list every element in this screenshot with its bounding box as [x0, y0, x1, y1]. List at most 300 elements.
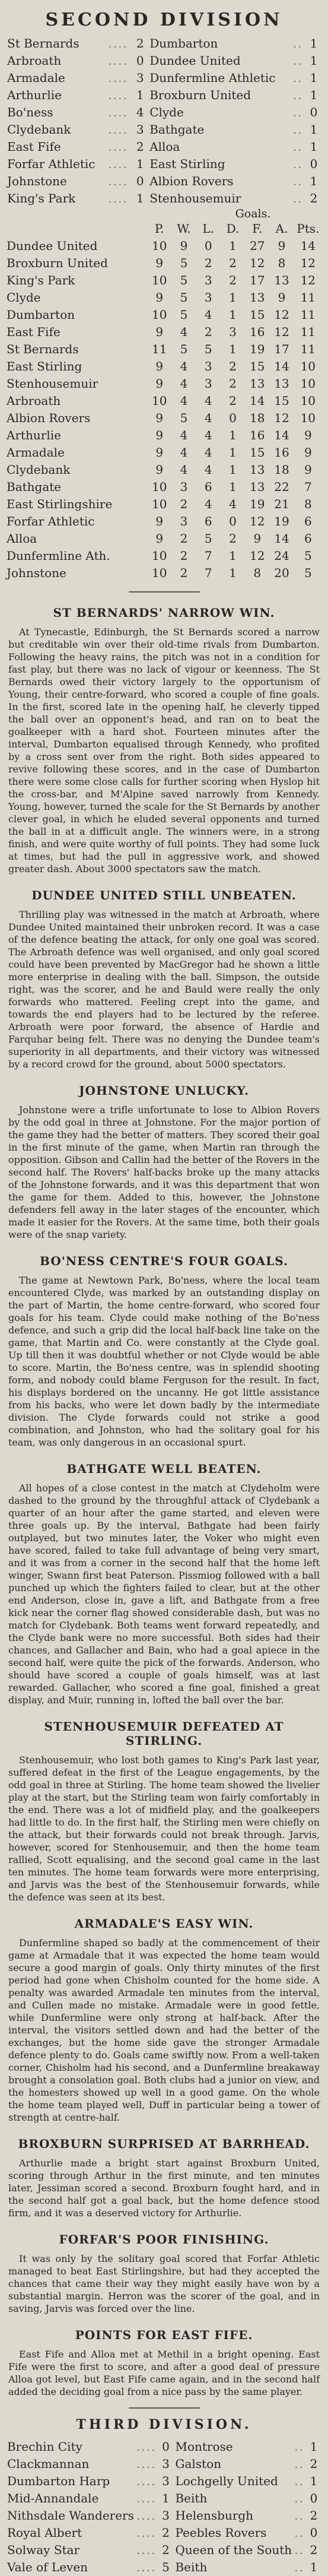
stat-w: 4: [180, 325, 188, 339]
home-score: 3: [136, 71, 144, 85]
result-row: [6, 121, 322, 138]
report-headline: STENHOUSEMUIR DEFEATED AT STIRLING.: [44, 1719, 284, 1748]
stat-l: 4: [204, 394, 212, 408]
stat-a: 12: [274, 308, 289, 322]
away-team: Lochgelly United: [175, 2474, 278, 2488]
report-headline: JOHNSTONE UNLUCKY.: [79, 1083, 249, 1098]
stat-p: 10: [152, 480, 167, 494]
stat-pts: 11: [300, 325, 316, 339]
away-score: 0: [310, 2491, 318, 2505]
stat-d: 1: [229, 480, 237, 494]
home-team: Solway Star: [7, 2543, 80, 2557]
stat-pts: 12: [300, 273, 316, 287]
result-row: [6, 2559, 322, 2576]
home-team: St Bernards: [7, 36, 79, 50]
stat-d: 1: [229, 290, 237, 305]
stat-a: 9: [278, 239, 286, 253]
league-table-row: [6, 237, 322, 255]
stat-pts: 9: [304, 462, 312, 477]
home-team: Arthurlie: [7, 88, 62, 102]
team-name: Bathgate: [7, 480, 62, 494]
leader-dots: ....: [136, 2491, 157, 2505]
league-table-row: [6, 565, 322, 582]
away-score: 2: [310, 191, 318, 205]
report-paragraph: All hopes of a close contest in the match at Clydeholm were dashed to the ground by the throughful attack of Clydebank a quarter of an hour after the game started, and eleven were three goals up. By the interval, Bathgate had been fairly outplayed, but two minutes later, the Voker who might even have scored, failed to take full advantage of being very smart, and it was from a corner in the second half that the home left winger, Swann first beat Paterson. Pissmiog followed with a ball punched up which the fighters failed to clear, but at the other end Anderson, close in, gave a lift, and Bathgate from a free kick near the corner flag showed considerable dash, but was no match for Clydebank. Both teams went forward repeatedly, and the Clyde bank were no more successful. Both sides had their chances, and Gallacher and Bain, who had a goal apiece in the second half, were quite the pick of the forwards. Anderson, who should have scored a couple of goals himself, was at last rewarded. Gallacher, who scored a fine goal, finished a great display, and Muir, running in, lofted the ball over the bar.: [8, 1482, 320, 1706]
stat-d: 2: [229, 359, 237, 373]
stat-l: 2: [204, 256, 212, 270]
stat-a: 21: [274, 497, 289, 511]
stat-w: 4: [180, 376, 188, 391]
stat-f: 12: [250, 549, 265, 563]
result-row: [6, 2507, 322, 2524]
result-row: [6, 104, 322, 121]
stat-p: 9: [155, 411, 164, 425]
stat-w: 2: [180, 566, 188, 580]
leader-dots: ..: [294, 2508, 304, 2523]
away-score: 1: [310, 2560, 318, 2574]
home-score: 2: [136, 140, 144, 154]
report-paragraph: East Fife and Alloa met at Methil in a bright opening. East Fife were the first to score, and after a good deal of pressure Alloa got level, but East Fife came again, and in the second half added the deciding goal from a nice pass by the same player.: [8, 2349, 320, 2397]
stat-pts: 5: [304, 549, 312, 563]
stat-a: 12: [274, 411, 289, 425]
away-score: 2: [310, 2543, 318, 2557]
home-score: 1: [136, 157, 144, 171]
league-table-row: [6, 530, 322, 547]
leader-dots: ..: [292, 53, 303, 68]
leader-dots: ..: [292, 174, 303, 188]
stat-f: 15: [250, 359, 265, 373]
stat-pts: 11: [300, 342, 316, 356]
away-score: 1: [310, 71, 318, 85]
home-score: 1: [162, 2491, 170, 2505]
col-header: W.: [177, 221, 191, 236]
home-score: 2: [162, 2526, 170, 2540]
league-table-row: [6, 358, 322, 375]
stat-l: 4: [204, 445, 212, 460]
stat-w: 2: [180, 549, 188, 563]
home-score: 3: [136, 122, 144, 137]
stat-p: 9: [155, 256, 164, 270]
result-row: [6, 87, 322, 104]
stat-f: 19: [250, 342, 265, 356]
leader-dots: ..: [292, 88, 303, 102]
home-team: King's Park: [7, 191, 76, 205]
stat-d: 2: [229, 273, 237, 287]
result-row: [6, 173, 322, 190]
report-headline: BROXBURN SURPRISED AT BARRHEAD.: [18, 2137, 310, 2151]
leader-dots: ....: [136, 2439, 157, 2454]
stat-l: 3: [204, 290, 212, 305]
third-division-results: [6, 2438, 322, 2576]
leader-dots: ..: [292, 140, 303, 154]
leader-dots: ....: [108, 105, 128, 119]
away-team: Albion Rovers: [149, 174, 234, 188]
leader-dots: ....: [136, 2543, 157, 2557]
stat-l: 6: [204, 514, 212, 528]
stat-l: 4: [204, 497, 212, 511]
stat-d: 2: [229, 256, 237, 270]
league-table-row: [6, 410, 322, 427]
away-score: 1: [310, 2439, 318, 2454]
team-name: Alloa: [7, 531, 37, 546]
report-paragraph: It was only by the solitary goal scored that Forfar Athletic managed to beat East Stirlingshire, but had they accepted the chances that came their way they might easily have won by a substantial margin. Herron was the scorer of the goal, and in saving, Jarvis was forced over the line.: [8, 2253, 320, 2314]
result-row: [6, 52, 322, 69]
league-table-row: [6, 324, 322, 341]
home-score: 1: [136, 88, 144, 102]
col-header: F.: [252, 221, 263, 236]
leader-dots: ..: [294, 2526, 304, 2540]
result-row: [6, 156, 322, 173]
col-header: A.: [275, 221, 288, 236]
home-team: Bo'ness: [7, 105, 53, 119]
stat-f: 13: [250, 480, 265, 494]
stat-l: 4: [204, 462, 212, 477]
leader-dots: ..: [292, 105, 303, 119]
stat-l: 3: [204, 376, 212, 391]
league-table-row: [6, 306, 322, 324]
stat-d: 2: [229, 376, 237, 391]
away-team: Beith: [175, 2560, 208, 2574]
report-headline: BO'NESS CENTRE'S FOUR GOALS.: [40, 1254, 288, 1268]
stat-p: 10: [152, 549, 167, 563]
stat-l: 0: [204, 239, 212, 253]
result-row: [6, 2524, 322, 2542]
stat-w: 5: [180, 256, 188, 270]
stat-w: 3: [180, 514, 188, 528]
leader-dots: ....: [136, 2457, 157, 2471]
result-row: [6, 35, 322, 52]
team-name: Arthurlie: [7, 428, 61, 442]
away-score: 1: [310, 122, 318, 137]
home-team: Mid-Annandale: [7, 2491, 99, 2505]
stat-f: 16: [250, 428, 265, 442]
stat-pts: 10: [300, 359, 316, 373]
stat-p: 10: [152, 273, 167, 287]
home-score: 5: [162, 2560, 170, 2574]
match-report: [6, 1083, 322, 1241]
stat-l: 4: [204, 428, 212, 442]
home-score: 2: [162, 2543, 170, 2557]
home-score: 0: [162, 2439, 170, 2454]
leader-dots: ..: [294, 2474, 304, 2488]
stat-pts: 12: [300, 256, 316, 270]
stat-a: 17: [274, 342, 289, 356]
stat-a: 8: [278, 256, 286, 270]
stat-f: 12: [250, 256, 265, 270]
stat-pts: 6: [304, 514, 312, 528]
league-table-row: [6, 255, 322, 272]
stat-l: 4: [204, 308, 212, 322]
stat-pts: 7: [304, 480, 312, 494]
stat-w: 4: [180, 394, 188, 408]
home-team: East Fife: [7, 140, 61, 154]
stat-f: 14: [250, 394, 265, 408]
leader-dots: ..: [294, 2439, 304, 2454]
league-table-goals-label: Goals.: [235, 207, 271, 220]
stat-f: 8: [253, 566, 262, 580]
home-team: Brechin City: [7, 2439, 82, 2454]
home-team: Vale of Leven: [7, 2560, 88, 2574]
away-team: East Stirling: [149, 157, 225, 171]
stat-w: 4: [180, 359, 188, 373]
stat-p: 9: [155, 514, 164, 528]
team-name: East Stirling: [7, 359, 82, 373]
league-table: [6, 220, 322, 582]
league-table-row: [6, 341, 322, 358]
stat-l: 7: [204, 566, 212, 580]
leader-dots: ....: [108, 140, 128, 154]
stat-a: 12: [274, 325, 289, 339]
leader-dots: ....: [136, 2474, 157, 2488]
away-team: Dumbarton: [149, 36, 218, 50]
leader-dots: ..: [292, 191, 303, 205]
col-header: D.: [226, 221, 240, 236]
team-name: Dundee United: [7, 239, 98, 253]
away-score: 2: [310, 2457, 318, 2471]
stat-a: 24: [274, 549, 289, 563]
stat-d: 1: [229, 308, 237, 322]
away-team: Dundee United: [149, 53, 241, 68]
home-team: Dumbarton Harp: [7, 2474, 110, 2488]
report-paragraph: Johnstone were a trifle unfortunate to lose to Albion Rovers by the odd goal in three at Johnstone. For the major portion of the game they had the better of matters. They scored their goal in the first minute of the game, when Martin ran through the opposition. Gibson and Callin had the better of the Rovers in the second half. The Rovers' half-backs broke up the many attacks of the Johnstone forwards, and it was this department that won the game for them. Added to this, however, the Johnstone defenders fell away in the later stages of the encounter, which made it easier for the Rovers. At the same time, both their goals were of the snap variety.: [8, 1104, 320, 1240]
home-score: 3: [162, 2457, 170, 2471]
league-table-row: [6, 513, 322, 530]
away-score: 2: [310, 2508, 318, 2523]
stat-pts: 10: [300, 394, 316, 408]
leader-dots: ..: [292, 71, 303, 85]
stat-d: 1: [229, 239, 237, 253]
stat-d: 1: [229, 428, 237, 442]
stat-pts: 14: [300, 239, 316, 253]
stat-d: 1: [229, 445, 237, 460]
stat-pts: 5: [304, 566, 312, 580]
home-team: Royal Albert: [7, 2526, 82, 2540]
stat-d: 1: [229, 566, 237, 580]
stat-d: 1: [229, 549, 237, 563]
stat-f: 18: [250, 411, 265, 425]
report-paragraph: Arthurlie made a bright start against Broxburn United, scoring through Arthur in the first minute, and ten minutes later, Jessiman scored a second. Broxburn fought hard, and in the second half got a goal back, but the home defence stood firm, and it was a deserved victory for Arthurlie.: [8, 2157, 320, 2219]
section-divider: [129, 2407, 200, 2409]
team-name: Albion Rovers: [7, 411, 91, 425]
report-headline: BATHGATE WELL BEATEN.: [66, 1462, 262, 1476]
team-name: St Bernards: [7, 342, 79, 356]
stat-l: 3: [204, 359, 212, 373]
leader-dots: ....: [108, 157, 128, 171]
stat-p: 9: [155, 376, 164, 391]
stat-w: 4: [180, 462, 188, 477]
leader-dots: ..: [294, 2543, 304, 2557]
league-table-row: [6, 272, 322, 289]
stat-l: 4: [204, 411, 212, 425]
stat-a: 13: [274, 376, 289, 391]
away-team: Alloa: [149, 140, 180, 154]
away-score: 1: [310, 2474, 318, 2488]
team-name: Arbroath: [7, 394, 61, 408]
away-score: 0: [310, 105, 318, 119]
leader-dots: ..: [294, 2491, 304, 2505]
home-team: Clackmannan: [7, 2457, 90, 2471]
stat-l: 5: [204, 531, 212, 546]
home-team: Johnstone: [7, 174, 67, 188]
stat-pts: 6: [304, 531, 312, 546]
stat-p: 9: [155, 428, 164, 442]
leader-dots: ....: [136, 2508, 157, 2523]
result-row: [6, 2455, 322, 2473]
stat-f: 17: [250, 273, 265, 287]
leader-dots: ..: [292, 122, 303, 137]
home-team: Clydebank: [7, 122, 71, 137]
match-report: [6, 1462, 322, 1706]
stat-pts: 9: [304, 428, 312, 442]
away-score: 1: [310, 36, 318, 50]
stat-f: 12: [250, 514, 265, 528]
away-score: 0: [310, 2526, 318, 2540]
result-row: [6, 190, 322, 207]
stat-d: 0: [229, 514, 237, 528]
col-header: Pts.: [297, 221, 320, 236]
league-table-header: [6, 220, 322, 237]
away-team: Bathgate: [149, 122, 205, 137]
result-row: [6, 2542, 322, 2559]
team-name: Johnstone: [7, 566, 66, 580]
stat-d: 4: [229, 497, 237, 511]
stat-d: 1: [229, 462, 237, 477]
away-team: Clyde: [149, 105, 184, 119]
stat-w: 9: [180, 239, 188, 253]
leader-dots: ..: [292, 157, 303, 171]
col-header: P.: [154, 221, 164, 236]
report-headline: POINTS FOR EAST FIFE.: [75, 2328, 253, 2342]
report-paragraph: Stenhousemuir, who lost both games to King's Park last year, suffered defeat in the first of the League engagements, by the odd goal in three at Stirling. The home team showed the livelier play at the start, but the Stirling team won fairly comfortably in the end. There was a lot of midfield play, and the goalkeepers had little to do. In the first half, the Stirling men were chiefly on the attack, but their forwards could not break through. Jarvis, however, scored for Stenhousemuir, and then the home team rallied, Scott equalising, and the second goal came in the last ten minutes. The home team forwards were more enterprising, and Jarvis was the best of the Stenhousemuir forwards, while the defence was seen at its best.: [8, 1754, 320, 1903]
stat-w: 4: [180, 445, 188, 460]
team-name: Dumbarton: [7, 308, 75, 322]
match-report: [6, 2232, 322, 2315]
report-paragraph: Thrilling play was witnessed in the match at Arbroath, where Dundee United maintained their unbroken record. It was a case of the defence beating the attack, for only one goal was scored. The Arbroath defence was well organised, and only goal scored could have been prevented by MacGregor had he shown a little more enterprise in dealing with the ball. Simpson, the outside right, was the scorer, and he and Bauld were really the only forwards who mattered. Feeling crept into the game, and towards the end players had to be lectured by the referee. Arbroath were poor forward, the absence of Hardie and Farquhar being felt. There was no denying the Dundee team's superiority in all departments, and their victory was witnessed by a record crowd for the ground, about 5000 spectators.: [8, 909, 320, 1070]
stat-pts: 10: [300, 376, 316, 391]
second-division-title: SECOND DIVISION: [45, 9, 283, 30]
stat-l: 3: [204, 273, 212, 287]
home-score: 0: [136, 174, 144, 188]
stat-a: 14: [274, 428, 289, 442]
match-report: [6, 2137, 322, 2219]
away-team: Queen of the South: [175, 2543, 292, 2557]
away-team: Helensburgh: [175, 2508, 254, 2523]
home-team: Nithsdale Wanderers: [7, 2508, 134, 2523]
league-table-row: [6, 479, 322, 496]
leader-dots: ....: [108, 174, 128, 188]
stat-p: 9: [155, 359, 164, 373]
stat-w: 5: [180, 290, 188, 305]
stat-p: 10: [152, 308, 167, 322]
report-paragraph: Dunfermline shaped so badly at the commencement of their game at Armadale that it was expected the home team would secure a good margin of goals. Only thirty minutes of the first period had gone when Chisholm counted for the home side. A penalty was awarded Armadale ten minutes from the interval, and Cullen made no mistake. Armadale were in good fettle, while Dunfermline were only strong at half-back. After the interval, the visitors settled down and had the better of the exchanges, but the home side gave the stronger Armadale defence plenty to do. Goals came swiftly now. From a well-taken corner, Chisholm had his second, and a Dunfermline breakaway brought a consolation goal. Both clubs had a junior on view, and the homesters showed up well in a good game. On the whole the home team played well, Duff in particular being a tower of strength at centre-half.: [8, 1937, 320, 2123]
away-team: Dunfermline Athletic: [149, 71, 276, 85]
stat-d: 0: [229, 411, 237, 425]
home-score: 0: [136, 53, 144, 68]
match-report: [6, 1916, 322, 2124]
league-table-row: [6, 461, 322, 479]
match-report: [6, 1254, 322, 1449]
leader-dots: ....: [108, 191, 128, 205]
report-paragraph: The game at Newtown Park, Bo'ness, where the local team encountered Clyde, was marked by an outstanding display on the part of Martin, the home centre-forward, who scored four goals for his team. Clyde could make nothing of the Bo'ness defence, and such a grip did the local half-back line take on the game, that Martin and Co. were constantly at the Clyde goal. Up till then it was doubtful whether or not Clyde would be able to score. Martin, the Bo'ness centre, was in splendid shooting form, and nobody could blame Ferguson for the result. In fact, his displays bordered on the uncanny. He got little assistance from his backs, who were let down badly by the intermediate division. The Clyde forwards could not strike a good combination, and Johnston, who had the solitary goal for his team, was only dangerous in an occasional spurt.: [8, 1275, 320, 1448]
stat-a: 16: [274, 445, 289, 460]
team-name: Broxburn United: [7, 256, 108, 270]
team-name: Stenhousemuir: [7, 376, 98, 391]
stat-a: 14: [274, 531, 289, 546]
stat-l: 2: [204, 325, 212, 339]
league-table-row: [6, 496, 322, 513]
result-row: [6, 138, 322, 156]
result-row: [6, 2473, 322, 2490]
home-score: 3: [162, 2508, 170, 2523]
team-name: Dunfermline Ath.: [7, 549, 110, 563]
away-team: Broxburn United: [149, 88, 251, 102]
report-paragraph: At Tynecastle, Edinburgh, the St Bernards scored a narrow but creditable win over their old-time rivals from Dumbarton. Following the heavy rains, the pitch was not in a condition for fast play, but there was no lack of vigour or keenness. The St Bernards owed their victory largely to the opportunism of Young, their centre-forward, who scored a couple of fine goals. In the first, scored late in the opening half, he cleverly tipped the ball over an opponent's head, and ran on to beat the goalkeeper with a hard shot. Fourteen minutes after the interval, Dumbarton equalised through Kennedy, who profited by a cross sent over from the right. Both sides appeared to revive following these scores, and in the case of Dumbarton there were some close calls for further scoring when Hyslop hit the cross-bar, and M'Alpine saved narrowly from Kennedy. Young, however, turned the scale for the St Bernards by another clever goal, in which he eluded several opponents and turned the ball in at a difficult angle. The winners were, in a strong finish, and were quite worthy of full points. They had some luck at times, but had the pull in aggressive work, and showed greater dash. About 3000 spectators saw the match.: [8, 626, 320, 874]
report-headline: FORFAR'S POOR FINISHING.: [59, 2232, 269, 2247]
home-score: 4: [136, 105, 144, 119]
stat-f: 13: [250, 290, 265, 305]
match-report: [6, 888, 322, 1070]
home-score: 3: [162, 2474, 170, 2488]
stat-w: 3: [180, 480, 188, 494]
third-division-title: THIRD DIVISION.: [76, 2417, 252, 2432]
stat-p: 9: [155, 531, 164, 546]
away-score: 1: [310, 53, 318, 68]
stat-w: 2: [180, 531, 188, 546]
league-table-row: [6, 427, 322, 444]
home-team: Armadale: [7, 71, 65, 85]
stat-a: 22: [274, 480, 289, 494]
stat-p: 9: [155, 462, 164, 477]
league-table-row: [6, 547, 322, 565]
stat-f: 27: [250, 239, 265, 253]
home-score: 1: [136, 191, 144, 205]
col-header: L.: [202, 221, 215, 236]
stat-w: 5: [180, 273, 188, 287]
stat-f: 19: [250, 497, 265, 511]
stat-w: 5: [180, 308, 188, 322]
match-reports: [6, 606, 322, 2398]
leader-dots: ....: [136, 2526, 157, 2540]
stat-w: 2: [180, 497, 188, 511]
stat-pts: 11: [300, 290, 316, 305]
match-report: [6, 606, 322, 875]
stat-pts: 9: [304, 445, 312, 460]
match-report: [6, 1719, 322, 1903]
report-headline: ARMADALE'S EASY WIN.: [74, 1916, 254, 1931]
away-score: 0: [310, 157, 318, 171]
stat-pts: 10: [300, 411, 316, 425]
stat-d: 3: [229, 325, 237, 339]
stat-a: 14: [274, 359, 289, 373]
stat-p: 10: [152, 394, 167, 408]
stat-f: 13: [250, 376, 265, 391]
team-name: Armadale: [7, 445, 65, 460]
stat-w: 5: [180, 342, 188, 356]
stat-f: 9: [253, 531, 262, 546]
stat-w: 4: [180, 428, 188, 442]
leader-dots: ....: [136, 2560, 157, 2574]
leader-dots: ....: [108, 36, 128, 50]
league-table-row: [6, 289, 322, 306]
stat-l: 5: [204, 342, 212, 356]
team-name: Clydebank: [7, 462, 71, 477]
leader-dots: ..: [294, 2457, 304, 2471]
league-table-row: [6, 392, 322, 410]
report-headline: ST BERNARDS' NARROW WIN.: [53, 606, 275, 620]
away-score: 1: [310, 174, 318, 188]
match-report: [6, 2328, 322, 2398]
away-team: Peebles Rovers: [175, 2526, 267, 2540]
